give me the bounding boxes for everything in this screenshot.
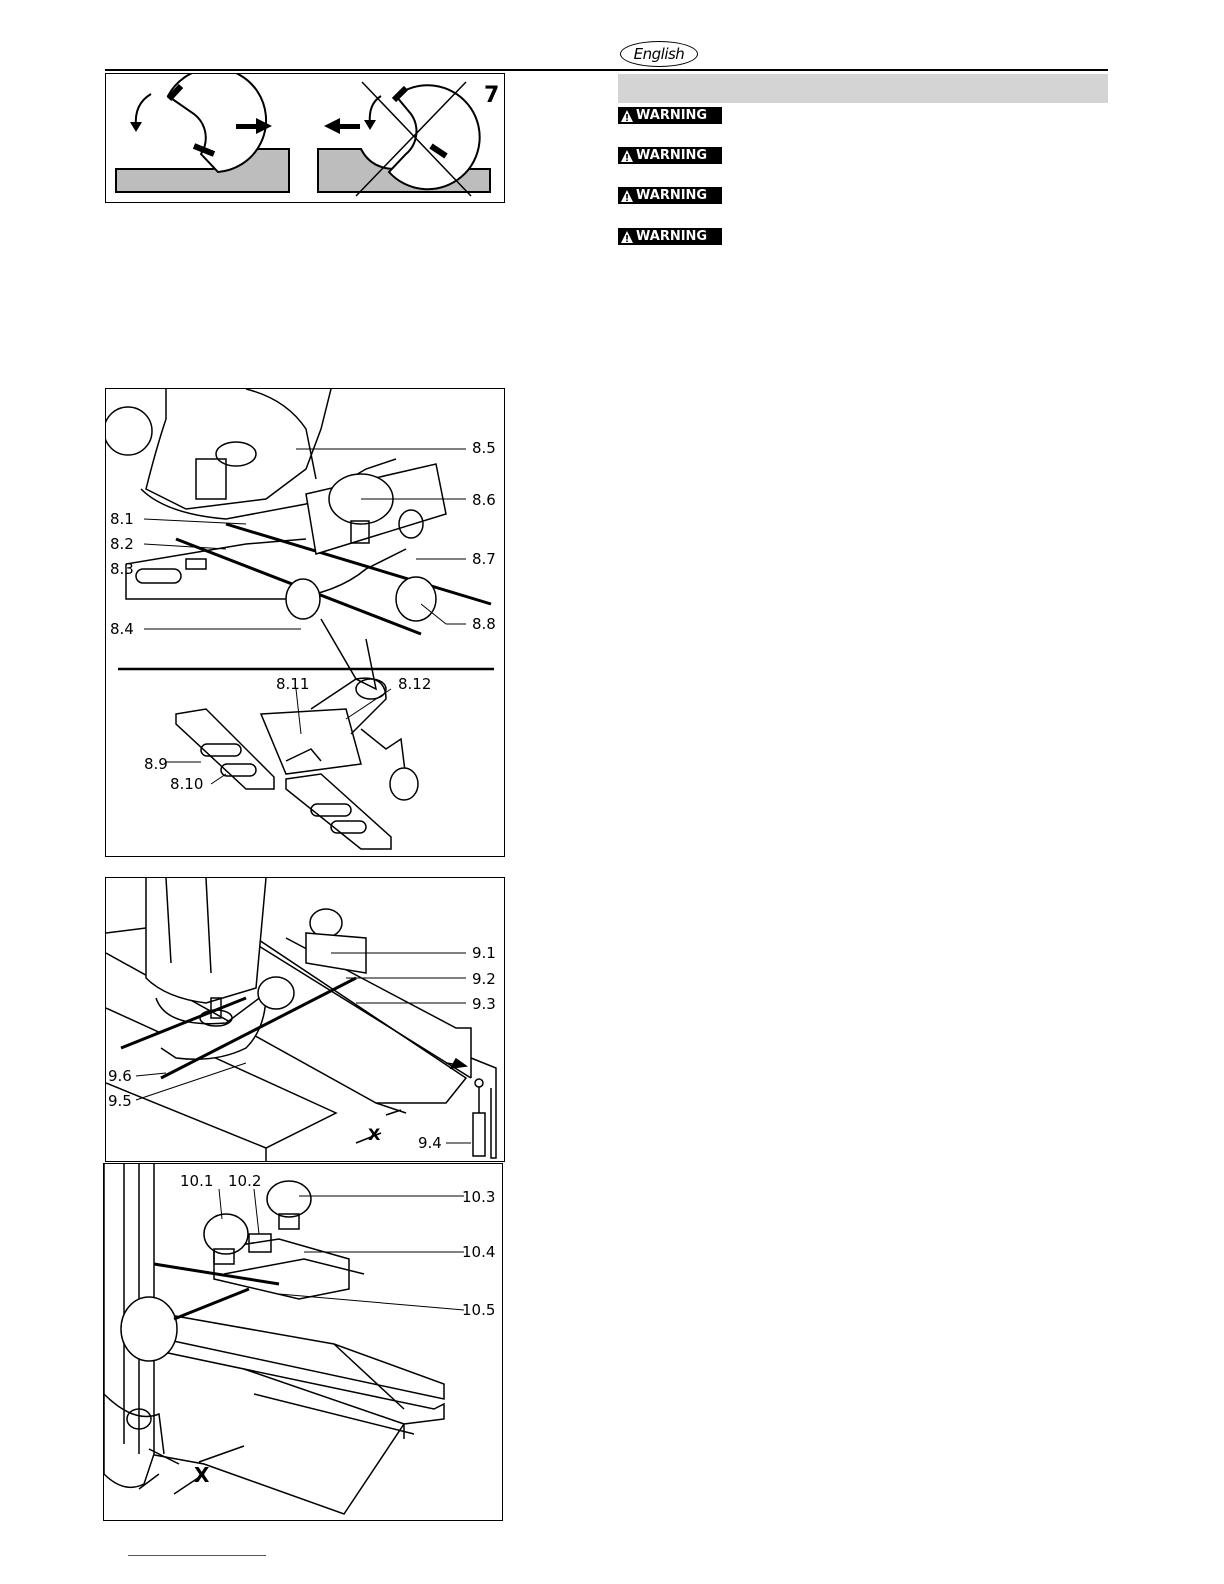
label-8-4: 8.4	[110, 620, 134, 638]
warning-label-2	[618, 147, 722, 164]
figure-8-drawing	[106, 389, 504, 856]
label-8-6: 8.6	[472, 491, 496, 509]
label-10-5: 10.5	[462, 1301, 496, 1319]
label-8-2: 8.2	[110, 535, 134, 553]
warning-text: WARNING	[636, 148, 708, 163]
label-8-1: 8.1	[110, 510, 134, 528]
footer-link-underline	[128, 1555, 266, 1556]
warning-triangle-icon	[620, 109, 634, 123]
label-9-2: 9.2	[472, 970, 496, 988]
figure-10-drawing	[104, 1164, 502, 1520]
label-10-2: 10.2	[228, 1172, 262, 1190]
warning-triangle-icon	[620, 230, 634, 244]
label-8-10: 8.10	[170, 775, 204, 793]
label-8-8: 8.8	[472, 615, 496, 633]
warning-triangle-icon	[620, 149, 634, 163]
figure-7	[105, 73, 505, 203]
warning-label-1	[618, 107, 722, 124]
figure-10	[103, 1163, 503, 1521]
figure-8	[105, 388, 505, 857]
label-9-3: 9.3	[472, 995, 496, 1013]
section-heading-bar	[618, 74, 1108, 103]
label-8-3: 8.3	[110, 560, 134, 578]
label-9-6: 9.6	[108, 1067, 132, 1085]
label-8-7: 8.7	[472, 550, 496, 568]
figure-7-drawing	[106, 74, 504, 202]
label-8-11: 8.11	[276, 675, 310, 693]
dimension-x-label: X	[194, 1463, 210, 1487]
warning-label-4	[618, 228, 722, 245]
label-10-1: 10.1	[180, 1172, 214, 1190]
warning-text: WARNING	[636, 108, 708, 123]
header-rule	[105, 69, 1108, 71]
label-10-4: 10.4	[462, 1243, 496, 1261]
label-9-1: 9.1	[472, 944, 496, 962]
figure-9	[105, 877, 505, 1162]
label-8-5: 8.5	[472, 439, 496, 457]
warning-text: WARNING	[636, 188, 708, 203]
language-badge: English	[620, 41, 698, 67]
dimension-x-label: X	[368, 1125, 381, 1144]
figure-7-number: 7	[484, 83, 500, 108]
label-9-4: 9.4	[418, 1134, 442, 1152]
warning-text: WARNING	[636, 229, 708, 244]
label-8-12: 8.12	[398, 675, 432, 693]
label-8-9: 8.9	[144, 755, 168, 773]
label-10-3: 10.3	[462, 1188, 496, 1206]
warning-label-3	[618, 187, 722, 204]
figure-9-drawing	[106, 878, 504, 1161]
label-9-5: 9.5	[108, 1092, 132, 1110]
warning-triangle-icon	[620, 189, 634, 203]
